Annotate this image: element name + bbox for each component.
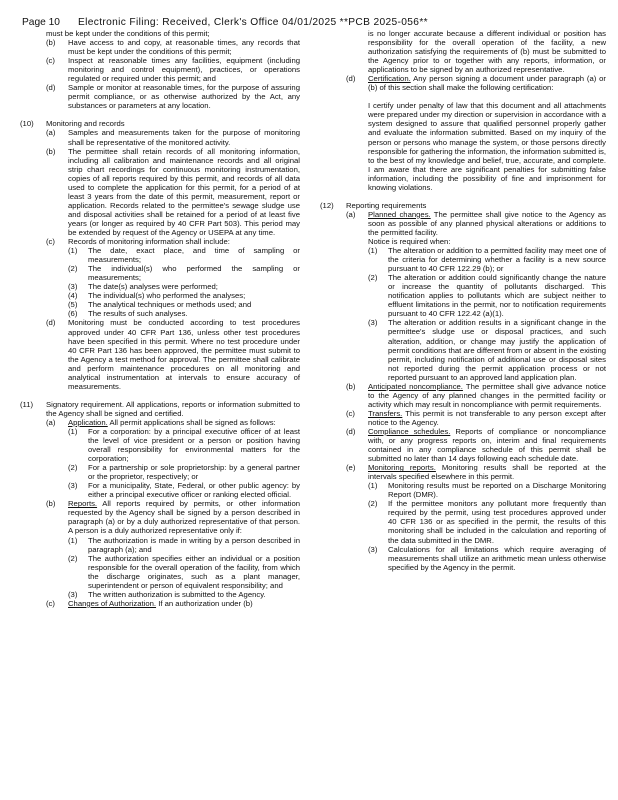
section-heading: (10) Monitoring and records	[20, 119, 125, 129]
sub-list-item: (1) The alteration or addition to a permitted facility may meet one of the criteria for determining whether a facility is a new source pursuant to 40 CFR 122.29 (b); or	[368, 246, 606, 274]
certification-statement: I certify under penalty of law that this document and all attachments were prepared under my direction or supervision in accordance with a system designed to assure that qualified personnel properly gather and evaluate the information submitted. Based on my inquiry of the person or persons who manage the system, or those persons directly responsible for gathering the information, the information submitted is, to the best of my knowledge and belief, true, accurate, and complete. I am aware that there are significant penalties for submitting false information, including the possibility of fine and imprisonment for knowing violations.	[368, 101, 607, 192]
sub-list-item: (3) The written authorization is submitted to the Agency.	[68, 589, 266, 599]
list-item: (c) Changes of Authorization. If an authorization under (b)	[46, 598, 253, 608]
right-column	[320, 29, 606, 572]
sub-list-item: (1) For a corporation: by a principal executive officer of at least the level of vice president or a person or position having overall responsibility for environmental matters for the corporation;	[68, 426, 300, 464]
list-item: (d) Sample or monitor at reasonable times, for the purpose of assuring permit compliance, or as otherwise authorized by the Act, any substances or parameters at any location.	[46, 83, 300, 111]
filing-header	[22, 17, 604, 29]
filing-stamp: Electronic Filing: Received, Clerk's Office 04/01/2025 **PCB 2025-056**	[78, 17, 428, 28]
list-item: (d) Monitoring must be conducted according to test procedures approved under 40 CFR Part 136, unless other test procedures have been specified in this permit. Where no test procedure under 40 CFR Part 136 has been approved, the permittee must submit to the Agency a test method for approval. The permittee shall calibrate and perform maintenance procedures on all monitoring and analytical instrumentation at intervals to ensure accuracy of measurements.	[46, 318, 300, 391]
sub-list-item: (2) The authorization specifies either an individual or a position responsible for the overall operation of the facility, from which the discharge originates, such as a plant manager, superintendent or person of equivalent responsibility; and	[68, 553, 300, 590]
list-item: (a) Application. All permit applications shall be signed as follows:	[46, 417, 276, 427]
sub-list-item: (5) The analytical techniques or methods used; and	[68, 300, 252, 310]
sub-list-item: (3) For a municipality, State, Federal, or other public agency: by either a principal executive officer or ranking elected official.	[68, 481, 300, 500]
paragraph-continuation: is no longer accurate because a different individual or position has responsibility for the overall operation of the facility, a new authorization satisfying the requirements of (b) must be submitted to the Agency prior to or together with any reports, information, or applications to be signed by an authorized representative.	[368, 29, 606, 75]
sub-list-item: (1) The authorization is made in writing by a person described in paragraph (a); and	[68, 535, 300, 554]
sub-list-item: (1) Monitoring results must be reported on a Discharge Monitoring Report (DMR).	[368, 481, 606, 500]
sub-list-item: (3) The date(s) analyses were performed;	[68, 282, 218, 292]
list-item: (d) Compliance schedules. Reports of compliance or noncompliance with, or any progress reports on, interim and final requirements contained in any compliance schedule of this permit shall be submitted no later than 14 days following each schedule date.	[346, 426, 606, 464]
sub-list-item: (6) The results of such analyses.	[68, 309, 188, 319]
list-item: (d) Certification. Any person signing a document under paragraph (a) or (b) of this section shall make the following certification:	[346, 74, 606, 93]
sub-list-item: (3) The alteration or addition results in a significant change in the permittee's sludge use or disposal practices, and such alteration, addition, or change may justify the application of permit conditions that are different from or absent in the existing permit, including notification of additional use or disposal sites not reported during the permit application process or not reported pursuant to an approved land application plan.	[368, 318, 606, 382]
list-item: (c) Transfers. This permit is not transferable to any person except after notice to the Agency.	[346, 408, 606, 427]
sub-list-item: (3) Calculations for all limitations which require averaging of measurements shall utilize an arithmetic mean unless otherwise specified by the Agency in the permit.	[368, 544, 606, 572]
list-item: (b) Have access to and copy, at reasonable times, any records that must be kept under the conditions of this permit;	[46, 38, 300, 57]
sub-list-item: (2) The individual(s) who performed the sampling or measurements;	[68, 264, 300, 283]
list-item: (c) Inspect at reasonable times any facilities, equipment (including monitoring and control equipment), practices, or operations regulated or required under this permit; and	[46, 56, 300, 84]
sub-list-item: (2) If the permittee monitors any pollutant more frequently than required by the permit, using test procedures approved under 40 CFR 136 or as specified in the permit, the results of this monitoring shall be included in the calculation and reporting of the data submitted in the DMR.	[368, 499, 606, 545]
list-item: (a) Samples and measurements taken for the purpose of monitoring shall be representative of the monitored activity.	[46, 128, 300, 147]
sub-list-item: (2) For a partnership or sole proprietorship: by a general partner or the proprietor, respectively; or	[68, 463, 300, 482]
paragraph-continuation: must be kept under the conditions of this permit;	[46, 29, 210, 38]
note: Notice is required when:	[368, 236, 451, 246]
list-item: (c) Records of monitoring information shall include:	[46, 237, 230, 247]
list-item: (e) Monitoring reports. Monitoring results shall be reported at the intervals specified elsewhere in this permit.	[346, 463, 607, 482]
page-number: Page 10	[22, 17, 60, 28]
list-item: (b) The permittee shall retain records of all monitoring information, including all calibration and maintenance records and all original strip chart recordings for continuous monitoring instrumentation, copies of all reports required by this permit, and records of all data used to complete the application for this permit, for a period of at least 3 years from the date of this permit, measurement, report or application. Records related to the permittee's sewage sludge use and disposal activities shall be retained for a period of at least five years (or longer as required by 40 CFR Part 503). This period may be extended by request of the Agency or USEPA at any time.	[46, 146, 300, 237]
list-item: (b) Reports. All reports required by permits, or other information requested by the Agency shall be signed by a person described in paragraph (a) or by a duly authorized representative of that person. A person is a duly authorized representative only if:	[46, 499, 300, 536]
sub-list-item: (2) The alteration or addition could significantly change the nature or increase the quantity of pollutants discharged. This notification applies to pollutants which are subject neither to effluent limitations in the permit, nor to notification requirements pursuant to 40 CFR 122.42 (a)(1).	[368, 273, 606, 319]
left-column	[20, 29, 300, 608]
list-item: (a) Planned changes. The permittee shall give notice to the Agency as soon as possible of any planned physical alterations or additions to the permitted facility.	[346, 209, 606, 237]
sub-list-item: (4) The individual(s) who performed the analyses;	[68, 291, 246, 301]
section-heading: (11) Signatory requirement. All applications, reports or information submitted to the Agency shall be signed and certified.	[20, 399, 300, 418]
sub-list-item: (1) The date, exact place, and time of sampling or measurements;	[68, 246, 300, 265]
section-heading: (12) Reporting requirements	[320, 200, 427, 210]
list-item: (b) Anticipated noncompliance. The permittee shall give advance notice to the Agency of any planned changes in the permitted facility or activity which may result in noncompliance with permit requirements.	[346, 381, 606, 409]
